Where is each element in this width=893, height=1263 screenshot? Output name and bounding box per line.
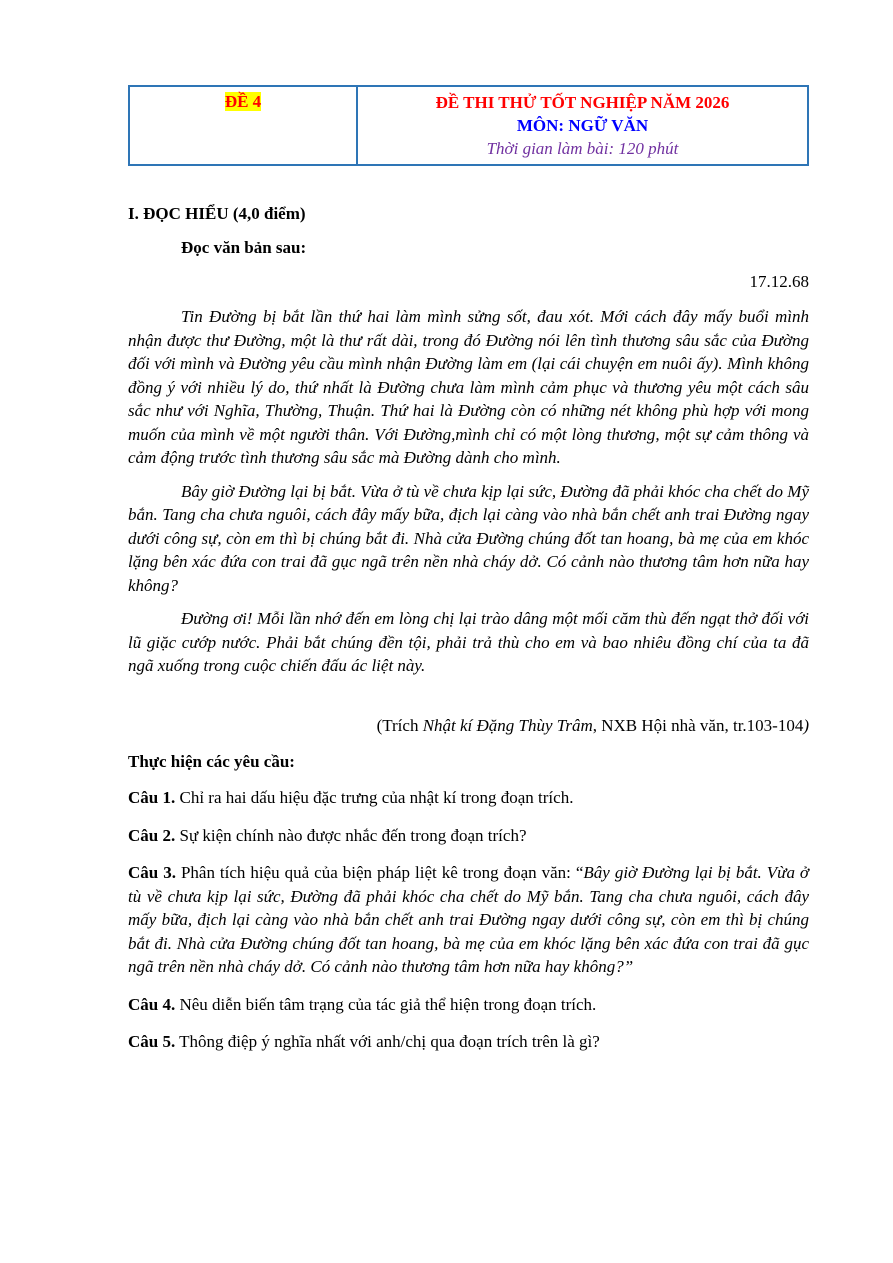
question-list [128,786,809,1068]
section-title: I. ĐỌC HIỂU (4,0 điểm) [128,204,306,223]
question-1 [128,786,809,810]
exam-page [128,85,810,1051]
exam-info-cell [357,86,808,165]
exam-subject: MÔN: NGỮ VĂN [516,116,649,135]
passage-paragraph-2: Bây giờ Đường lại bị bắt. Vừa ở tù về chưa kịp lại sức, Đường đã phải khóc cha chết do Mỹ bắn. Tang cha chưa nguôi, cách đây mấy bữa, địch lại càng vào nhà bắn chết anh trai Đường ngay dưới công sự, còn em thì bị chúng bắt đi. Nhà cửa Đường chúng đốt tan hoang, bà mẹ của em khóc lặng bên xác đứa con trai đã gục ngã trên nền nhà cháy dở. Có cảnh nào thương tâm hơn nữa hay không? [128,481,809,595]
question-2-text: Sự kiện chính nào được nhắc đến trong đoạn trích? [175,825,527,845]
source-book: Nhật kí Đặng Thùy Trâm [422,716,593,735]
passage-source [377,716,809,736]
source-close: ) [803,716,809,735]
question-5-text: Thông điệp ý nghĩa nhất với anh/chị qua đoạn trích trên là gì? [175,1032,600,1051]
question-4-label: Câu 4. [128,994,176,1014]
question-3-label: Câu 3. [128,863,176,882]
question-1-text: Chỉ ra hai dấu hiệu đặc trưng của nhật kí trong đoạn trích. [175,788,574,807]
exam-code-cell [129,86,357,165]
question-1-label: Câu 1. [128,788,176,807]
passage-paragraph-1: Tin Đường bị bắt lần thứ hai làm mình sửng sốt, đau xót. Mới cách đây mấy buổi mình nhận được thư Đường, một là thư rất dài, trong đó Đường nói lên tình thương sâu sắc của Đường đối với mình và Đường yêu cầu mình nhận Đường làm em (lại cái chuyện em nuôi ấy). Mình không đồng ý với nhiều lý do, thứ nhất là Đường chưa làm mình cảm phục và thương yêu một cách sâu sắc như với Nghĩa, Thường, Thuận. Thứ hai là Đường còn có những nét không phù hợp với mong muốn của mình về một người thân. Với Đường,mình chỉ có một lòng thương, một sự cảm thông và cảm động trước tình thương sâu sắc mà Đường dành cho mình. [128,307,809,467]
question-3-text: Phân tích hiệu quả của biện pháp liệt kê trong đoạn văn: “ [175,863,584,882]
exam-header-table [128,85,809,166]
passage-paragraph-3: Đường ơi! Mỗi lần nhớ đến em lòng chị lại trào dâng một mối căm thù đến ngạt thở đối với lũ giặc cướp nước. Phải bắt chúng đền tội, phải trả thù cho em và bao nhiêu đồng chí của ta đã ngã xuống trong cuộc chiến đấu ác liệt này. [128,609,809,675]
question-3 [128,861,809,979]
exam-time: Thời gian làm bài: 120 phút [486,139,679,158]
question-5 [128,1030,809,1054]
question-5-label: Câu 5. [128,1032,176,1051]
exam-title: ĐỀ THI THỬ TỐT NGHIỆP NĂM 2026 [435,93,730,112]
source-suffix: , NXB Hội nhà văn, tr.103-104 [592,716,804,735]
question-2-label: Câu 2. [128,825,176,845]
reading-passage [128,305,809,678]
question-4 [128,993,809,1017]
question-3-quote: Bây giờ Đường lại bị bắt. Vừa ở tù về chưa kịp lại sức, Đường đã phải khóc cha chết do Mỹ bắn. Tang cha chưa nguôi, cách đây mấy bữa, địch lại càng vào nhà bắn chết anh trai Đường ngay dưới công sự, còn em thì bị chúng bắt đi. Nhà cửa Đường chúng đốt tan hoang, bà mẹ của em khóc lặng bên xác đứa con trai đã gục ngã trên nền nhà cháy dở. Có cảnh nào thương tâm hơn nữa hay không?” [128,863,810,976]
exam-code: ĐỀ 4 [224,92,262,111]
requirements-title: Thực hiện các yêu cầu: [128,752,295,771]
question-4-text: Nêu diễn biến tâm trạng của tác giả thể hiện trong đoạn trích. [175,994,597,1014]
source-prefix: (Trích [376,716,423,735]
question-2 [128,824,809,848]
reading-intro: Đọc văn bản sau: [181,238,307,257]
diary-date: 17.12.68 [749,272,809,291]
